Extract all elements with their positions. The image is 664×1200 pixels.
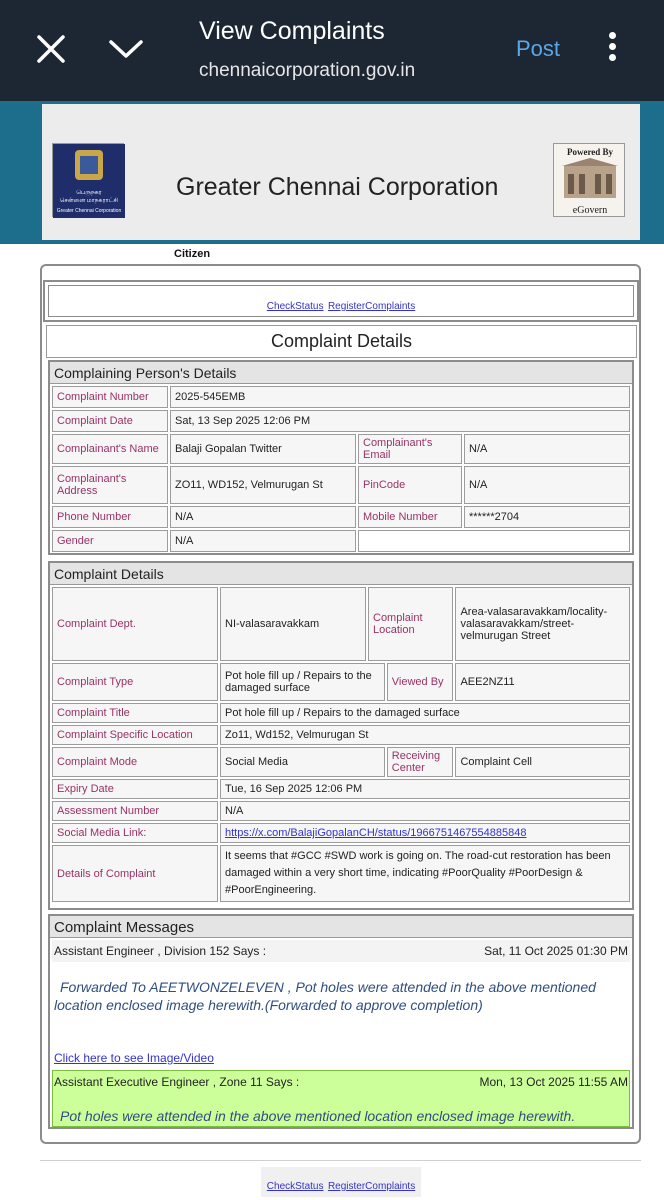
- specific-location-label: Complaint Specific Location: [52, 725, 218, 745]
- mobile-value: ******2704: [464, 506, 630, 528]
- view-media-link[interactable]: Click here to see Image/Video: [54, 1051, 214, 1065]
- mode-value: Social Media: [220, 747, 385, 777]
- person-details-heading: Complaining Person's Details: [50, 362, 632, 384]
- page-url[interactable]: chennaicorporation.gov.in: [199, 60, 416, 81]
- pincode-value: N/A: [464, 466, 630, 504]
- svg-text:eGovern: eGovern: [572, 205, 608, 216]
- phone-value: N/A: [170, 506, 356, 528]
- complaint-messages-section: [48, 914, 634, 1129]
- dept-label: Complaint Dept.: [52, 587, 218, 661]
- browser-toolbar: [0, 0, 664, 101]
- phone-label: Phone Number: [52, 506, 168, 528]
- svg-text:பெருநகர: பெருநகர: [76, 190, 102, 196]
- viewed-by-value: AEE2NZ11: [455, 663, 630, 701]
- assessment-value: N/A: [220, 801, 630, 821]
- gender-label: Gender: [52, 530, 168, 552]
- name-value: Balaji Gopalan Twitter: [170, 434, 356, 464]
- register-complaints-link[interactable]: RegisterComplaints: [327, 301, 416, 312]
- svg-text:சென்னை மாநகராட்சி: சென்னை மாநகராட்சி: [59, 198, 119, 204]
- receiving-center-value: Complaint Cell: [455, 747, 630, 777]
- top-nav: [43, 280, 639, 322]
- divider: [40, 1160, 641, 1161]
- message-2-time: Mon, 13 Oct 2025 11:55 AM: [479, 1075, 628, 1089]
- close-icon[interactable]: [34, 32, 68, 66]
- messages-heading: Complaint Messages: [50, 916, 632, 938]
- post-button[interactable]: Post: [516, 36, 561, 61]
- title-label: Complaint Title: [52, 703, 218, 723]
- message-1-author: Assistant Engineer , Division 152 Says :: [54, 944, 267, 958]
- location-value: Area-valasaravakkam/locality-valasaravakkam/street-velmurugan Street: [455, 587, 630, 661]
- name-label: Complainant's Name: [52, 434, 168, 464]
- expiry-label: Expiry Date: [52, 779, 218, 799]
- complaint-date-value: Sat, 13 Sep 2025 12:06 PM: [170, 410, 630, 432]
- location-label: Complaint Location: [368, 587, 453, 661]
- address-label: Complainant's Address: [52, 466, 168, 504]
- dept-value: NI-valasaravakkam: [220, 587, 366, 661]
- gcc-logo: [52, 143, 124, 217]
- title-value: Pot hole fill up / Repairs to the damaged surface: [220, 703, 630, 723]
- specific-location-value: Zo11, Wd152, Velmurugan St: [220, 725, 630, 745]
- type-label: Complaint Type: [52, 663, 218, 701]
- social-label: Social Media Link:: [52, 823, 218, 843]
- complaint-details-heading: Complaint Details: [50, 563, 632, 585]
- complaint-details-title: Complaint Details: [46, 325, 637, 358]
- complaint-details-section: [48, 561, 634, 910]
- complaint-number-label: Complaint Number: [52, 386, 168, 408]
- site-title: Greater Chennai Corporation: [176, 173, 499, 201]
- empty-cell: [358, 530, 630, 552]
- address-value: ZO11, WD152, Velmurugan St: [170, 466, 356, 504]
- person-details-section: [48, 360, 634, 555]
- viewed-by-label: Viewed By: [387, 663, 454, 701]
- email-label: Complainant's Email: [358, 434, 462, 464]
- egovern-logo: [553, 143, 625, 217]
- person-details-table: [50, 384, 632, 554]
- assessment-label: Assessment Number: [52, 801, 218, 821]
- message-2-author: Assistant Executive Engineer , Zone 11 Says :: [54, 1075, 300, 1089]
- complaint-description-value: It seems that #GCC #SWD work is going on. The road-cut restoration has been damaged within a very short time, indicating #PoorQuality #PoorDesign & #PoorEngineering.: [220, 845, 630, 902]
- type-value: Pot hole fill up / Repairs to the damaged surface: [220, 663, 385, 701]
- bottom-register-complaints-link[interactable]: RegisterComplaints: [327, 1181, 416, 1192]
- complaint-date-label: Complaint Date: [52, 410, 168, 432]
- more-vertical-icon[interactable]: [604, 32, 620, 68]
- mode-label: Complaint Mode: [52, 747, 218, 777]
- svg-text:Greater Chennai Corporation: Greater Chennai Corporation: [56, 208, 122, 214]
- bottom-check-status-link[interactable]: CheckStatus: [266, 1181, 324, 1192]
- chevron-down-icon[interactable]: [106, 34, 146, 64]
- message-2-header: [52, 1071, 630, 1093]
- message-1-time: Sat, 11 Oct 2025 01:30 PM: [484, 944, 628, 958]
- receiving-center-label: Receiving Center: [387, 747, 454, 777]
- message-2-text: Pot holes were attended in the above mentioned location enclosed image herewith.: [60, 1108, 576, 1124]
- social-media-link[interactable]: https://x.com/BalajiGopalanCH/status/1966751467554885848: [225, 827, 527, 839]
- message-1-text: Forwarded To AEETWONZELEVEN , Pot holes were attended in the above mentioned location enclosed image herewith.(Forwarded to approve completion): [54, 979, 596, 1013]
- complaint-number-value: 2025-545EMB: [170, 386, 630, 408]
- bottom-nav: [261, 1167, 421, 1197]
- citizen-label: Citizen: [174, 248, 211, 260]
- gender-value: N/A: [170, 530, 356, 552]
- svg-text:Powered By: Powered By: [566, 147, 614, 157]
- complaint-description-label: Details of Complaint: [52, 845, 218, 902]
- site-header: [42, 104, 640, 240]
- complaint-details-table: [50, 585, 632, 904]
- check-status-link[interactable]: CheckStatus: [266, 301, 324, 312]
- email-value: N/A: [464, 434, 630, 464]
- page-title: View Complaints: [199, 17, 385, 45]
- message-1-header: [52, 940, 630, 962]
- pincode-label: PinCode: [358, 466, 462, 504]
- expiry-value: Tue, 16 Sep 2025 12:06 PM: [220, 779, 630, 799]
- mobile-label: Mobile Number: [358, 506, 462, 528]
